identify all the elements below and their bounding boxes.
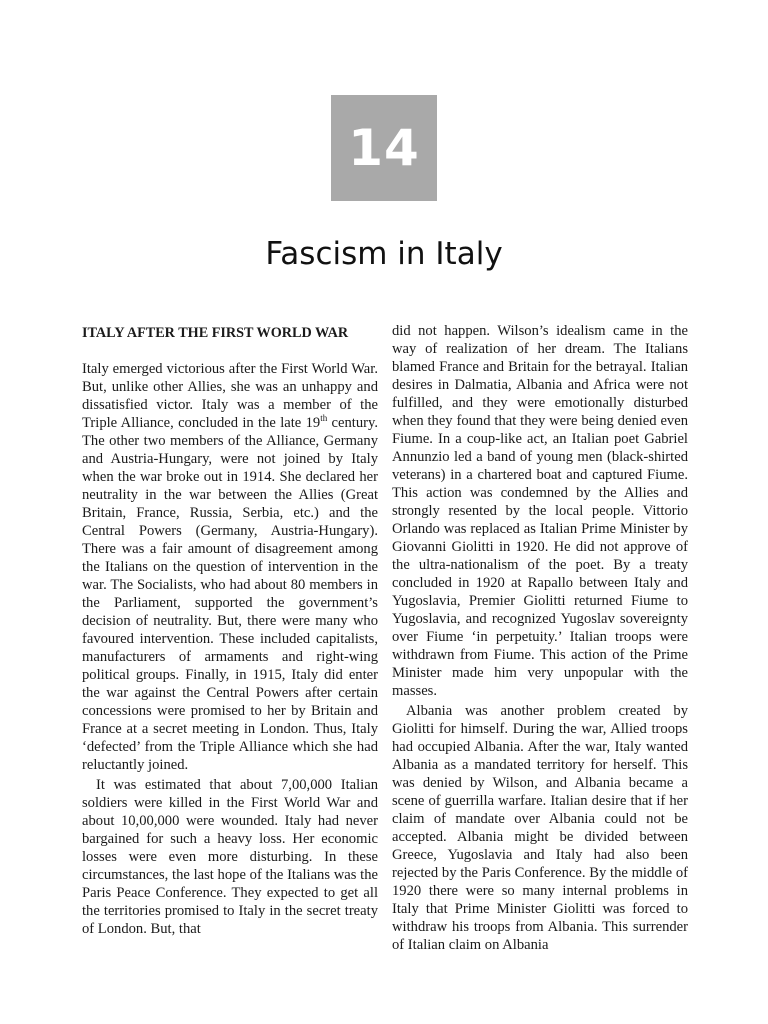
paragraph-1-text-a: Italy emerged victorious after the First World War. But, unlike other Allies, she was an unhappy and dissatisfied victor. Italy was a member of the Triple Alliance, concluded in the late 19 [82, 361, 378, 431]
paragraph-1-text-b: century. The other two members of the Alliance, Germany and Austria-Hungary, were not joined by Italy when the war broke out in 1914. She declared her neutrality in the war between the Allies (Great Britain, France, Russia, Serbia, etc.) and the Central Powers (Germany, Austria-Hungary). There was a fair amount of disagreement among the Italians on the question of intervention in the war. The Socialists, who had about 80 members in the Parliament, supported the government’s decision of neutrality. But, there were many who favoured intervention. These included capitalists, manufacturers of armaments and right-wing political groups. Finally, in 1915, Italy did enter the war against the Central Powers after certain concessions were promised to her by Britain and France at a secret meeting in London. Thus, Italy ‘defected’ from the Triple Alliance which she had reluctantly joined. [82, 415, 379, 773]
ordinal-suffix: th [320, 413, 328, 424]
chapter-number: 14 [348, 119, 420, 177]
left-column [82, 322, 378, 938]
paragraph-2: It was estimated that about 7,00,000 Italian soldiers were killed in the First World War and about 10,00,000 were wounded. Italy had never bargained for such a heavy loss. Her economic losses were even more disturbing. In these circumstances, the last hope of the Italians was the Paris Peace Conference. They expected to get all the territories promised to Italy in the secret treaty of London. But, that [82, 777, 378, 937]
chapter-title: Fascism in Italy [265, 236, 503, 272]
section-heading: ITALY AFTER THE FIRST WORLD WAR [82, 325, 349, 341]
paragraph-1 [82, 360, 378, 774]
right-column [392, 322, 688, 954]
paragraph-3: did not happen. Wilson’s idealism came in the way of realization of her dream. The Italians blamed France and Britain for the betrayal. Italian desires in Dalmatia, Albania and Africa were not fulfilled, and they were emotionally disturbed when they found that they were being denied even Fiume. In a coup-like act, an Italian poet Gabriel Annunzio led a band of young men (black-shirted veterans) in a chartered boat and captured Fiume. This action was condemned by the Allies and strongly resented by the local people. Vittorio Orlando was replaced as Italian Prime Minister by Giovanni Giolitti in 1920. He did not approve of the ultra-nationalism of the poet. By a treaty concluded in 1920 at Rapallo between Italy and Yugoslavia, Premier Giolitti returned Fiume to Yugoslavia, and recognized Yugoslav sovereignty over Fiume ‘in perpetuity.’ Italian troops were withdrawn from Fiume. This action of the Prime Minister made him very unpopular with the masses. [392, 323, 688, 699]
chapter-number-box [331, 95, 437, 201]
paragraph-4: Albania was another problem created by Giolitti for himself. During the war, Allied troops had occupied Albania. After the war, Italy wanted Albania as a mandated territory for herself. This was denied by Wilson, and Albania became a scene of guerrilla warfare. Italian desire that if her claim of mandate over Albania could not be accepted. Albania might be divided between Greece, Yugoslavia and Italy had also been rejected by the Paris Conference. By the middle of 1920 there were so many internal problems in Italy that Prime Minister Giolitti was forced to withdraw his troops from Albania. This surrender of Italian claim on Albania [392, 703, 688, 953]
